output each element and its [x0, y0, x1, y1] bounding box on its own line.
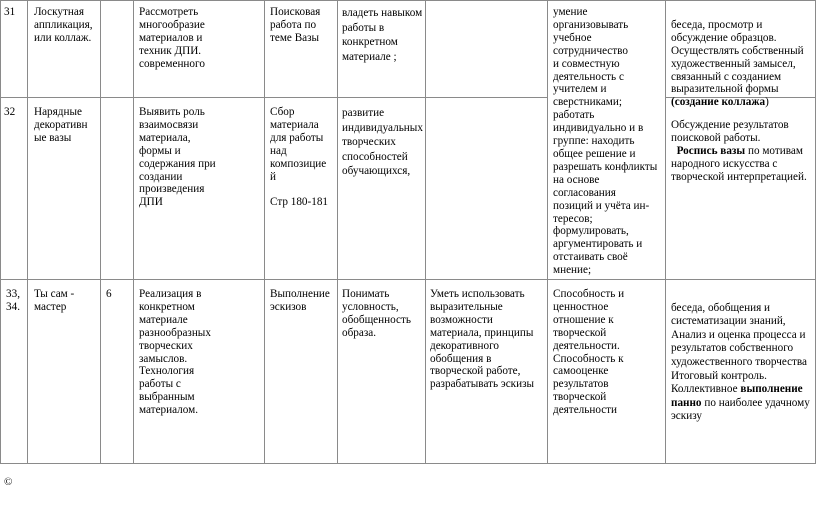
col-divider — [0, 0, 1, 464]
row32-activity: Сбор материала для работы над композицие й Стр 180-181 — [270, 106, 329, 209]
row33-content-text-b: по наиболее удачному эскизу — [671, 396, 810, 423]
row32-content-text-a: Обсуждение результатов поисковой работы. — [671, 118, 789, 144]
row33-subject: Уметь использовать выразительные возможности материала, принципы декоративного обобщения в творческой работе, разрабатывать эскизы — [430, 288, 535, 391]
row-divider — [0, 97, 547, 98]
row32-goal: Выявить роль взаимосвязи материала, формы и содержания при создании произведения ДПИ — [139, 106, 216, 209]
row32-personal: развитие индивидуальных творческих способностей обучающихся, — [342, 107, 423, 177]
row33-activity: Выполнение эскизов — [270, 288, 330, 313]
row32-content-text-b: по мотивам народного искусства с творческой интерпретацией. — [671, 144, 807, 183]
table-top-border — [0, 0, 816, 1]
col-divider — [133, 0, 134, 464]
row32-content — [671, 106, 807, 183]
row33-metasubject: Способность и ценностное отношение к творческой деятельности. Способность к самооценке результатов творческой деятельности — [553, 288, 625, 417]
table-bottom-border — [0, 463, 816, 464]
col-divider — [100, 0, 101, 464]
metasubject-shared-cell: умение организовывать учебное сотрудничество и совместную деятельность с учителем и сверстниками; работать индивидуально и в группе: находить общее решение и разрешать конфликты на основе согласования позиций и учёта ин- тересов; формулировать, аргументировать и отстаивать своё мнение; — [553, 6, 658, 277]
row33-content — [671, 288, 810, 424]
copyright-mark: © — [4, 476, 13, 488]
row31-content-tail: ) — [765, 96, 769, 109]
row31-goal: Рассмотреть многообразие материалов и техник ДПИ. современного — [139, 6, 205, 70]
row31-personal: владеть навыком работы в конкретном материале ; — [342, 7, 423, 63]
col-divider — [264, 0, 265, 464]
row33-goal: Реализация в конкретном материале разнообразных творческих замыслов. Технология работы с выбранным материалом. — [139, 288, 211, 417]
row31-content — [671, 6, 804, 109]
row33-personal: Понимать условность, обобщенность образа. — [342, 288, 411, 339]
row31-topic: Лоскутная аппликация, или коллаж. — [34, 6, 93, 44]
col-divider — [337, 0, 338, 464]
row31-number: 31 — [4, 6, 16, 18]
col-divider — [547, 0, 548, 464]
row32-content-bold: Роспись вазы — [676, 144, 746, 157]
row31-activity: Поисковая работа по теме Вазы — [270, 6, 321, 44]
col-divider — [665, 0, 666, 464]
row32-number: 32 — [4, 106, 16, 118]
row33-hours: 6 — [106, 288, 112, 300]
row31-content-text: беседа, просмотр и обсуждение образцов. Осуществлять собственный художественный замысел, связанный с созданием выразительной формы — [671, 18, 804, 96]
row-divider — [0, 279, 816, 280]
col-divider — [425, 0, 426, 464]
row31-content-bold: (создание коллажа — [671, 96, 766, 109]
row33-content-text-a: беседа, обобщения и систематизации знаний, Анализ и оценка процесса и результатов собственного художественного творчества Итоговый контроль. Коллективное — [671, 301, 808, 396]
row33-content-bold: выполнение панно — [671, 383, 803, 409]
col-divider — [27, 0, 28, 464]
row33-topic: Ты сам - мастер — [34, 288, 75, 313]
row33-number: 33, 34. — [6, 288, 20, 313]
row32-topic: Нарядные декоративн ые вазы — [34, 106, 88, 144]
